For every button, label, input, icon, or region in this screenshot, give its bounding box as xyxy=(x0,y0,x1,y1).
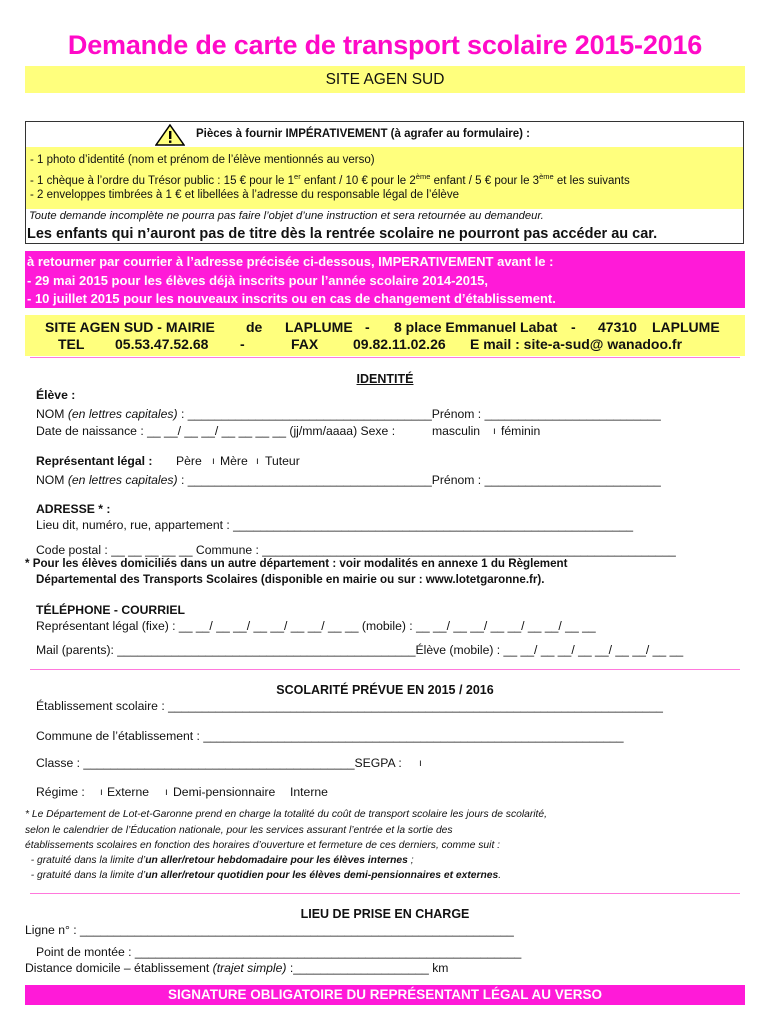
departement-note: * Le Département de Lot-et-Garonne prend en charge la totalité du coût de transport scolaire les jours de scolarité, xyxy=(25,809,548,820)
checkbox-externe[interactable]: ı xyxy=(100,787,103,798)
telephone-title: TÉLÉPHONE - COURRIEL xyxy=(36,603,185,617)
classe-field[interactable]: Classe : ________________________________________SEGPA : xyxy=(36,756,402,770)
fax-label: FAX xyxy=(291,336,319,352)
etablissement-field[interactable]: Établissement scolaire : _________________________________________________________________________ xyxy=(36,699,663,713)
other-department-note: * Pour les élèves domiciliés dans un autre département : voir modalités en annexe 1 du Règlement xyxy=(25,557,568,570)
tel-number: 05.53.47.52.68 xyxy=(115,336,209,352)
signature-banner: SIGNATURE OBLIGATOIRE DU REPRÉSENTANT LÉGAL AU VERSO xyxy=(25,985,745,1005)
ligne-field[interactable]: Ligne n° : ________________________________________________________________ xyxy=(25,923,514,937)
adresse-title: ADRESSE * : xyxy=(36,502,111,516)
no-title-note: Les enfants qui n’auront pas de titre dès la rentrée scolaire ne pourront pas accéder au car. xyxy=(27,226,658,242)
deadline-line: - 10 juillet 2015 pour les nouveaux inscrits ou en cas de changement d’établissement. xyxy=(27,291,556,306)
rep-mere[interactable]: Mère xyxy=(220,454,248,468)
rep-pere[interactable]: Père xyxy=(176,454,202,468)
other-department-note: Départemental des Transports Scolaires (disponible en mairie ou sur : www.lotetgaronne.fr). xyxy=(36,573,545,586)
sex-masculin[interactable]: masculin xyxy=(432,424,481,438)
address-street: 8 place Emmanuel Labat xyxy=(394,319,558,335)
address-town: LAPLUME xyxy=(285,319,353,335)
pieces-item-photo: - 1 photo d’identité (nom et prénom de l’élève mentionnés au verso) xyxy=(30,154,375,166)
commune-etablissement-field[interactable]: Commune de l’établissement : ______________________________________________________________ xyxy=(36,729,624,743)
postcode-commune-field[interactable]: Code postal : __ __ __ __ __ Commune : _____________________________________________________________ xyxy=(36,543,676,557)
regime-externe[interactable]: Externe xyxy=(107,785,150,799)
address-de: de xyxy=(246,319,263,335)
mail-mobile-fields[interactable]: Mail (parents): ____________________________________________Élève (mobile) : __ __/ __ __/ __ __/ __ __/ __ __ xyxy=(36,643,684,657)
checkbox-feminin[interactable]: ı xyxy=(493,426,496,437)
pieces-item-enveloppes: - 2 enveloppes timbrées à 1 € et libellées à l’adresse du responsable légal de l’élève xyxy=(30,189,459,201)
departement-note: - gratuité dans la limite d’un aller/retour quotidien pour les élèves demi-pensionnaires et externes. xyxy=(25,870,502,881)
representant-name-field[interactable]: NOM (en lettres capitales) : ____________________________________Prénom : __________________________ xyxy=(36,473,661,487)
regime-demi-pensionnaire[interactable]: Demi-pensionnaire xyxy=(173,785,276,799)
checkbox-segpa[interactable]: ı xyxy=(419,758,422,769)
address-dash: - xyxy=(365,319,370,335)
point-montee-field[interactable]: Point de montée : _________________________________________________________ xyxy=(36,945,522,959)
email: E mail : site-a-sud@ wanadoo.fr xyxy=(470,336,683,352)
checkbox-tuteur[interactable]: ı xyxy=(256,456,259,467)
identite-title: IDENTITÉ xyxy=(356,372,414,386)
birthdate-field[interactable]: Date de naissance : __ __/ __ __/ __ __ __ __ (jj/mm/aaaa) Sexe : xyxy=(36,424,396,438)
pieces-heading: Pièces à fournir IMPÉRATIVEMENT (à agrafer au formulaire) : xyxy=(196,128,530,140)
checkbox-mere[interactable]: ı xyxy=(212,456,215,467)
deadline-band xyxy=(25,251,745,308)
phone-fields[interactable]: Représentant légal (fixe) : __ __/ __ __/ __ __/ __ __/ __ __ (mobile) : __ __/ __ __/ __ __/ __ __/ __ __ xyxy=(36,619,596,633)
checkbox-demi[interactable]: ı xyxy=(165,787,168,798)
address-dash: - xyxy=(240,336,245,352)
address-dash: - xyxy=(571,319,576,335)
distance-field[interactable]: Distance domicile – établissement (trajet simple) :____________________ km xyxy=(25,961,449,975)
regime-label: Régime : xyxy=(36,785,85,799)
rep-tuteur[interactable]: Tuteur xyxy=(265,454,300,468)
departement-note: - gratuité dans la limite d’un aller/retour hebdomadaire pour les élèves internes ; xyxy=(25,855,414,866)
section-divider xyxy=(30,357,740,358)
site-banner: SITE AGEN SUD xyxy=(25,66,745,93)
deadline-line: - 29 mai 2015 pour les élèves déjà inscrits pour l’année scolaire 2014-2015, xyxy=(27,272,489,288)
prise-en-charge-title: LIEU DE PRISE EN CHARGE xyxy=(300,907,470,921)
sex-feminin[interactable]: féminin xyxy=(501,424,541,438)
address-postcode: 47310 xyxy=(598,319,637,335)
fax-number: 09.82.11.02.26 xyxy=(353,336,446,352)
incomplete-note: Toute demande incomplète ne pourra pas faire l’objet d’une instruction et sera retournée au demandeur. xyxy=(29,210,544,222)
tel-label: TEL xyxy=(58,336,85,352)
pieces-item-cheque: - 1 chèque à l’ordre du Trésor public : 15 € pour le 1er enfant / 10 € pour le 2ème enfant / 5 € pour le 3ème et les suivants xyxy=(30,172,630,187)
section-divider xyxy=(30,669,740,670)
eleve-name-field[interactable]: NOM (en lettres capitales) : ____________________________________Prénom : __________________________ xyxy=(36,407,661,421)
deadline-line: à retourner par courrier à l’adresse précisée ci-dessous, IMPERATIVEMENT avant le : xyxy=(27,254,554,269)
regime-interne[interactable]: Interne xyxy=(290,785,328,799)
address-line-field[interactable]: Lieu dit, numéro, rue, appartement : ___________________________________________________________ xyxy=(36,518,634,532)
eleve-label: Élève : xyxy=(36,388,76,402)
address-band xyxy=(25,315,745,356)
address-site: SITE AGEN SUD - MAIRIE xyxy=(45,319,215,335)
warning-icon xyxy=(155,124,185,146)
address-city: LAPLUME xyxy=(652,319,720,335)
section-divider xyxy=(30,893,740,894)
departement-note: selon le calendrier de l’Éducation nationale, pour les services assurant l’entrée et la sortie des xyxy=(25,825,453,836)
departement-note: établissements scolaires en fonction des horaires d’ouverture et fermeture de ces derniers, comme suit : xyxy=(25,840,501,851)
scolarite-title: SCOLARITÉ PRÉVUE EN 2015 / 2016 xyxy=(276,683,494,697)
representant-label: Représentant légal : xyxy=(36,454,153,468)
form-title: Demande de carte de transport scolaire 2015-2016 xyxy=(67,30,703,60)
